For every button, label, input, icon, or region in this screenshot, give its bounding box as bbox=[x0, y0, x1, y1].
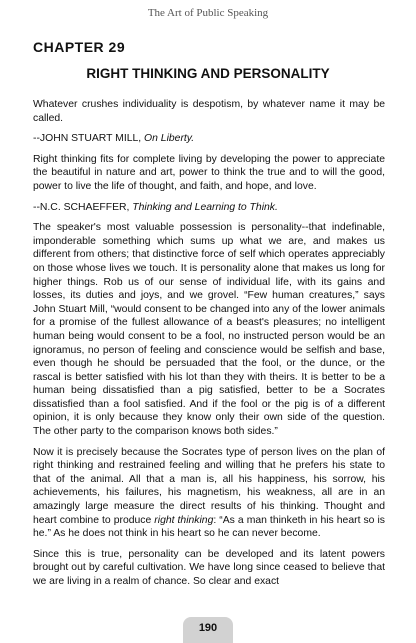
body-paragraph-1: The speaker's most valuable possession is personality--that indefinable, imponderable something which sums up what we are, and makes us different from others; that distinctive force of self which operates appreciably on those whose lives we touch. It is personality alone that makes us long for higher things. Rob us of our sense of individual life, with its gains and losses, its duties and joys, and we grovel. “Few human creatures,” says John Stuart Mill, “would consent to be changed into any of the lower animals for a promise of the fullest allowance of a beast's pleasures; no intelligent human being would consent to be a fool, no instructed person would be an ignoramus, no person of feeling and conscience would be selfish and base, even though he should be persuaded that the fool, or the dunce, or the rascal is better satisfied with his lot than they with theirs. It is better to be a human being dissatisfied than a pig satisfied, better to be a Socrates dissatisfied than a fool satisfied. And if the fool or the pig is of a different opinion, it is only because they know only their own side of the question. The other party to the comparison knows both sides.” bbox=[33, 222, 385, 438]
epigraph-attribution-1 bbox=[33, 132, 385, 146]
body-paragraph-2 bbox=[33, 446, 385, 541]
chapter-label: CHAPTER 29 bbox=[33, 39, 126, 55]
chapter-title: RIGHT THINKING AND PERSONALITY bbox=[86, 66, 330, 81]
epigraph-work-1: On Liberty. bbox=[144, 133, 195, 145]
body-paragraph-2-emphasis: right thinking bbox=[154, 514, 214, 526]
epigraph-quote-2: Right thinking fits for complete living by developing the power to appreciate the beautiful in nature and art, power to think the true and to will the good, power to live the life of thought, and faith, and hope, and love. bbox=[33, 153, 385, 192]
body-paragraph-2-end: : “As a man thinketh in his heart so is he.” As he does not think in his heart so he can never become. bbox=[33, 514, 385, 540]
page-number: 190 bbox=[183, 617, 233, 643]
epigraph-author-1: --JOHN STUART MILL, bbox=[33, 133, 145, 145]
body-paragraph-2-start: Now it is precisely because the Socrates type of person lives on the plan of right thinking and restrained feeling and willing that he prefers his state to that of the animal. All that a man is, all his happiness, his sorrow, his achievements, his failures, his magnetism, his weakness, all are in an amazingly large measure the direct results of his thinking. Thought and heart combine to produce bbox=[33, 446, 385, 526]
epigraph-attribution-2 bbox=[33, 201, 385, 215]
epigraph-work-2: Thinking and Learning to Think. bbox=[132, 201, 278, 213]
running-header: The Art of Public Speaking bbox=[147, 7, 269, 19]
page-content bbox=[33, 98, 385, 596]
epigraph-author-2: --N.C. SCHAEFFER, bbox=[33, 201, 133, 213]
epigraph-quote-1: Whatever crushes individuality is despotism, by whatever name it may be called. bbox=[33, 99, 385, 124]
body-paragraph-3: Since this is true, personality can be developed and its latent powers brought out by careful cultivation. We have long since ceased to believe that we are living in a realm of chance. So clear and exact bbox=[33, 548, 385, 587]
